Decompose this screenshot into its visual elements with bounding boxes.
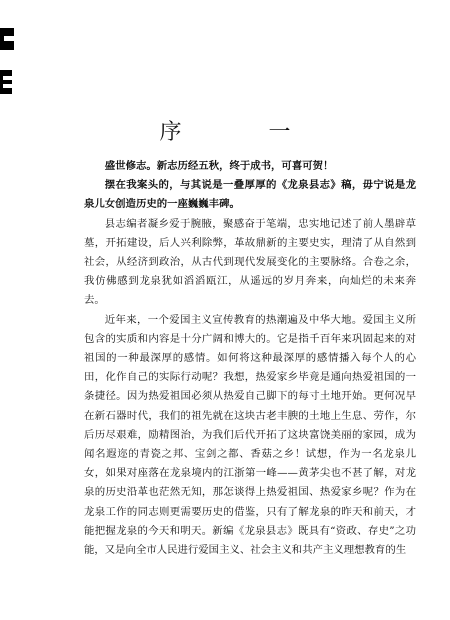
paragraph: 近年来，一个爱国主义宣传教育的热潮遍及中华大地。爱国主义所包含的实质和内容是十分广阔和博大的。它是指千百年来巩固起来的对祖国的一种最深厚的感情。如何将这种最深厚的感情播入每个人的心田，化作自己的实际行动呢？我想，热爱家乡毕竟是通向热爱祖国的一条捷径。因为热爱祖国必须从热爱自己脚下的每寸土地开始。更何况早在新石器时代，我们的祖先就在这块古老丰腴的土地上生息、劳作，尔后历尽艰难，励精图治，为我们后代开拓了这块富饶美丽的家园，成为闻名遐迩的青瓷之邦、宝剑之都、香菇之乡！试想，作为一名龙泉儿女，如果对座落在龙泉境内的江浙第一峰——黄茅尖也不甚了解，对龙泉的历史沿革也茫然无知，那怎谈得上热爱祖国、热爱家乡呢？作为在龙泉工作的同志则更需要历史的借鉴，只有了解龙泉的昨天和前天，才能把握龙泉的今天和明天。新编《龙泉县志》既具有“资政、存史”之功能，又是向全市人民进行爱国主义、社会主义和共产主义理想教育的生 [84,313,416,557]
page-title: 序 一 [159,120,331,145]
binding-edge-mark [0,70,12,94]
binding-edge-mark [0,28,14,50]
preface-body [84,157,416,560]
paragraph: 摆在我案头的，与其说是一叠厚厚的《龙泉县志》稿，毋宁说是龙泉儿女创造历史的一座巍巍丰碑。 [84,179,416,211]
paragraph: 盛世修志。新志历经五秋，终于成书，可喜可贺！ [104,160,334,172]
paragraph: 县志编者凝乡爱于腕腋，聚感奋于笔端，忠实地记述了前人墨辟草墓，开拓建设，后人兴利除弊，革故鼎新的主要史实，理清了从自然到社会，从经济到政治，从古代到现代发展变化的主要脉络。合卷之余，我仿佛感到龙泉犹如滔滔瓯江，从遥远的岁月奔来，向灿烂的未来奔去。 [84,217,416,307]
